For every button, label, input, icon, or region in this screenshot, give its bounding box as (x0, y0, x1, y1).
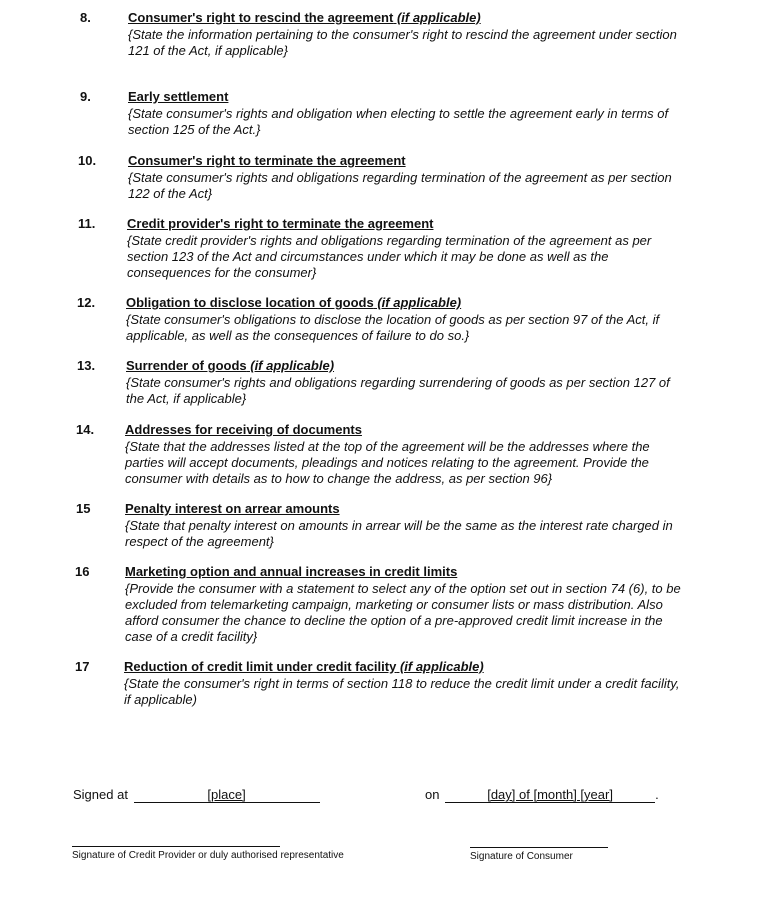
clause-heading (124, 659, 484, 675)
provider-signature-caption: Signature of Credit Provider or duly authorised representative (72, 850, 344, 861)
clause-description: {State that penalty interest on amounts in arrear will be the same as the interest rate charged in respect of the agreement} (125, 518, 673, 549)
clause-heading (125, 564, 457, 580)
clause-description: {State consumer's obligations to disclose the location of goods as per section 97 of the Act, if applicable, as well as the consequences of failure to do so.} (126, 312, 660, 343)
signed-at-label: Signed at (73, 787, 128, 802)
clause-number: 10. (78, 153, 97, 168)
end-mark: . (655, 787, 659, 802)
clause-heading (126, 358, 334, 374)
date-row (425, 787, 659, 803)
clause-title: Marketing option and annual increases in credit limits (125, 564, 458, 579)
clause-title: Early settlement (128, 89, 229, 104)
clause-heading (125, 501, 340, 517)
place-placeholder: [place] (207, 787, 246, 802)
clause-title: Credit provider's right to terminate the agreement (127, 216, 434, 231)
clause-heading (128, 89, 228, 105)
clause-suffix: (if applicable) (393, 10, 481, 25)
clause-title: Reduction of credit limit under credit facility (124, 659, 397, 674)
clause-description: {Provide the consumer with a statement to select any of the option set out in section 74 (6), to be excluded from telemarketing campaign, marketing or consumer lists or mass distribution. Also afford consumer the chance to decline the option of a pre-approved credit limit increase in the case of a credit facility} (125, 581, 681, 644)
clause-description: {State consumer's rights and obligations regarding termination of the agreement as per section 122 of the Act} (128, 170, 672, 201)
clause-number: 11. (78, 216, 96, 231)
clause-number: 16 (75, 564, 90, 579)
clause-title: Addresses for receiving of documents (125, 422, 362, 437)
clause-suffix: (if applicable) (373, 295, 462, 310)
clause-title: Consumer's right to terminate the agreement (128, 153, 406, 168)
clause-description: {State consumer's rights and obligation when electing to settle the agreement early in terms of section 125 of the Act.} (128, 106, 669, 137)
clause-title: Consumer's right to rescind the agreement (128, 10, 394, 25)
clause-description: {State that the addresses listed at the top of the agreement will be the addresses where the parties will accept documents, pleadings and notices relating to the agreement. Provide the consumer with details as to how to change the address, as per section 96} (125, 439, 650, 486)
clause-heading (126, 295, 461, 311)
clause-number: 9. (80, 89, 91, 104)
clause-suffix: (if applicable) (246, 358, 335, 373)
clause-heading (128, 153, 406, 169)
clause-title: Obligation to disclose location of goods (126, 295, 374, 310)
clause-heading (127, 216, 433, 232)
consumer-signature-line[interactable] (470, 847, 608, 848)
on-label: on (425, 787, 440, 802)
date-field[interactable] (445, 788, 655, 803)
clause-title: Surrender of goods (126, 358, 247, 373)
clause-description: {State the information pertaining to the consumer's right to rescind the agreement under section 121 of the Act, if applicable} (128, 27, 677, 58)
signed-at-row (73, 787, 320, 803)
clause-description: {State credit provider's rights and obligations regarding termination of the agreement as per section 123 of the Act and circumstances under which it may be done as well as the consequences for the consumer} (127, 233, 652, 280)
clause-number: 15 (76, 501, 91, 516)
clause-suffix: (if applicable) (396, 659, 484, 674)
clause-heading (128, 10, 481, 26)
provider-signature-line[interactable] (72, 846, 280, 847)
clause-number: 17 (75, 659, 90, 674)
date-placeholder: [day] of [month] [year] (487, 787, 613, 802)
clause-number: 13. (77, 358, 96, 373)
clause-number: 8. (80, 10, 91, 25)
consumer-signature-caption: Signature of Consumer (470, 851, 573, 862)
clause-heading (125, 422, 362, 438)
clause-title: Penalty interest on arrear amounts (125, 501, 340, 516)
clause-description: {State consumer's rights and obligations regarding surrendering of goods as per section 127 of the Act, if applicable} (126, 375, 670, 406)
clause-description: {State the consumer's right in terms of section 118 to reduce the credit limit under a credit facility, if applicable) (124, 676, 680, 707)
clause-number: 12. (77, 295, 96, 310)
clause-number: 14. (76, 422, 95, 437)
place-field[interactable] (134, 788, 320, 803)
